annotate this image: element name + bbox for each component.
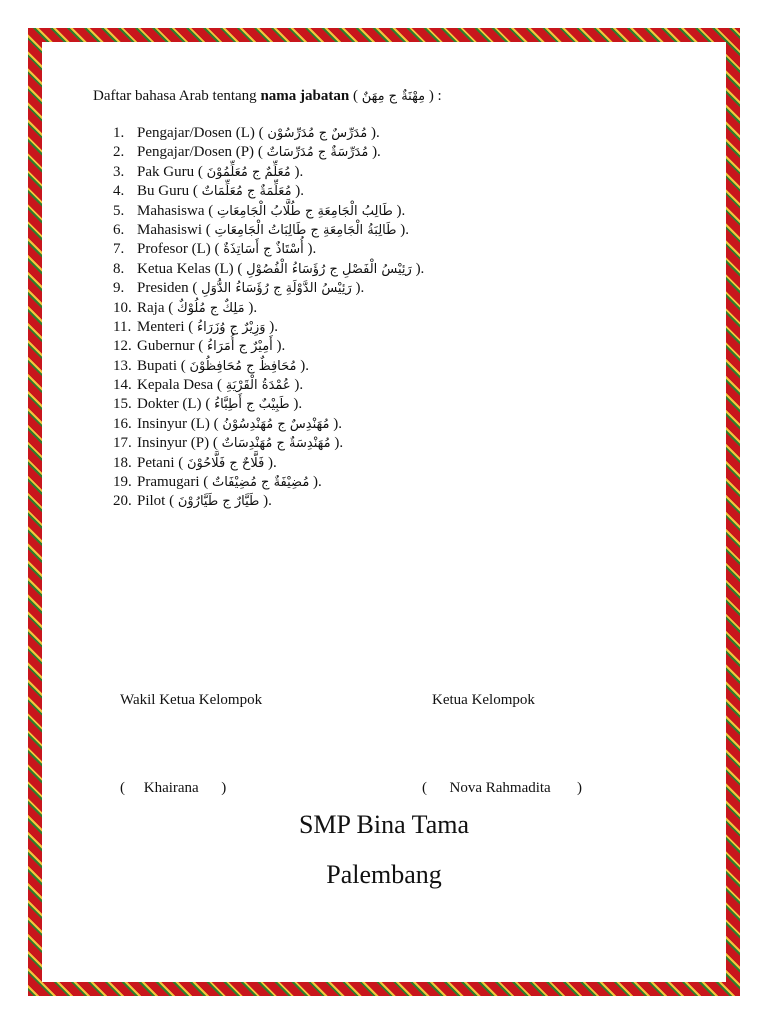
intro-close: ) : bbox=[425, 88, 442, 104]
school-name: SMP Bina Tama bbox=[298, 810, 470, 839]
list-item: 4. Bu Guru ( مُعَلِّمَةٌ ج مُعَلِّمَاتٌ ). bbox=[113, 183, 305, 200]
list-item: 15. Dokter (L) ( طَبِيْبٌ ج أَطِبَّاءُ ). bbox=[113, 396, 303, 413]
job-title-list bbox=[113, 124, 424, 512]
list-item: 18. Petani ( فَلَّاحٌ ج فَلَّاحُوْنَ ). bbox=[113, 454, 277, 471]
list-item: 8. Ketua Kelas (L) ( رَئِيْسُ الْفَصْلِ ج رُؤَسَاءُ الْفُصُوْلِ ). bbox=[113, 260, 425, 277]
list-item: 11. Menteri ( وَزِيْرٌ ج وُزَرَاءُ ). bbox=[113, 318, 279, 335]
intro-open: ( bbox=[349, 88, 362, 104]
list-item: 16. Insinyur (L) ( مُهَنْدِسٌ ج مُهَنْدِسُوْنُ ). bbox=[113, 415, 342, 432]
left-signer-name: ( Khairana ) bbox=[120, 780, 227, 796]
intro-prefix: Daftar bahasa Arab tentang bbox=[93, 88, 261, 104]
list-item: 1. Pengajar/Dosen (L) ( مُدَرِّسٌ ج مُدَرِّسُوْن ). bbox=[113, 125, 380, 141]
left-role-label: Wakil Ketua Kelompok bbox=[120, 692, 263, 708]
school-city: Palembang bbox=[326, 860, 442, 889]
intro-bold: nama jabatan bbox=[260, 88, 350, 104]
list-item: 13. Bupati ( مُحَافِظٌ ج مُحَافِظُوْنَ ). bbox=[113, 357, 309, 374]
list-item: 6. Mahasiswi ( طَالِبَةُ الْجَامِعَةِ ج طَالِبَاتُ الْجَامِعَاتِ ). bbox=[113, 221, 409, 238]
right-signer-name: ( Nova Rahmadita ) bbox=[422, 780, 582, 796]
list-item: 3. Pak Guru ( مُعَلِّمٌ ج مُعَلِّمُوْنَ ). bbox=[113, 163, 304, 180]
list-item: 12. Gubernur ( أَمِيْرٌ ج أُمَرَاءُ ). bbox=[113, 338, 286, 355]
list-item: 20. Pilot ( طَيَّارٌ ج طَيَّارُوْنَ ). bbox=[113, 493, 272, 510]
list-item: 17. Insinyur (P) ( مُهَنْدِسَةٌ ج مُهَنْدِسَاتٌ ). bbox=[113, 435, 344, 452]
list-item: 2. Pengajar/Dosen (P) ( مُدَرِّسَةٌ ج مُدَرِّسَاتٌ ). bbox=[113, 144, 381, 161]
right-role-label: Ketua Kelompok bbox=[432, 692, 535, 708]
list-item: 7. Profesor (L) ( أُسْتَاذٌ ج أَسَاتِذَةٌ ). bbox=[113, 241, 317, 258]
list-item: 10. Raja ( مَلِكٌ ج مُلُوْكٌ ). bbox=[113, 299, 258, 316]
list-item: 9. Presiden ( رَئِيْسُ الدَّوْلَةِ ج رُؤَسَاءُ الدُّوَلِ ). bbox=[113, 280, 365, 297]
intro-heading bbox=[93, 88, 442, 105]
list-item: 5. Mahasiswa ( طَالِبُ الْجَامِعَةِ ج طُلَّابُ الْجَامِعَاتِ ). bbox=[113, 202, 406, 219]
list-item: 19. Pramugari ( مُضِيْفَةٌ ج مُضِيْفَاتٌ ). bbox=[113, 474, 322, 491]
list-item: 14. Kepala Desa ( عُمْدَةُ الْقَرْيَةِ ). bbox=[113, 377, 304, 394]
intro-arabic: مِهْنَةٌ ج مِهَنٌ bbox=[361, 89, 426, 104]
